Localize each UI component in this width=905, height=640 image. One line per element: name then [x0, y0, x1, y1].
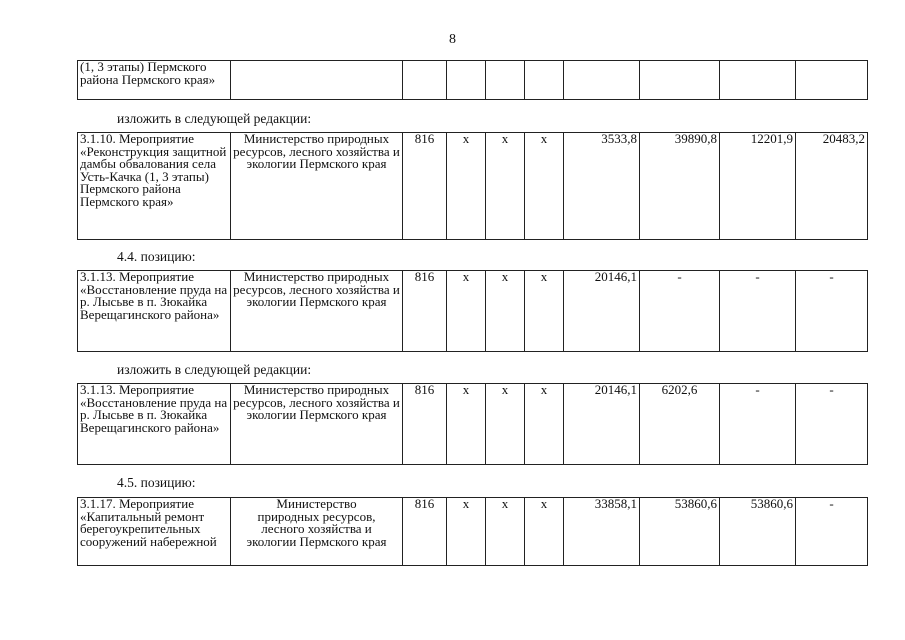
- cell-value-4: -: [796, 384, 868, 465]
- table-fragment-continuation: [77, 60, 868, 100]
- table-row: [78, 271, 868, 352]
- cell-executor: Министерство природных ресурсов, лесного хозяйства и экологии Пермского края: [231, 498, 403, 566]
- paragraph-position: 4.4. позицию:: [117, 249, 196, 264]
- cell-x1: х: [447, 271, 486, 352]
- cell-x1: х: [447, 384, 486, 465]
- cell-value-2: 53860,6: [640, 498, 720, 566]
- cell-measure-name: (1, 3 этапы) Пермского района Пермского края»: [78, 61, 231, 100]
- paragraph-instruction: изложить в следующей редакции:: [117, 111, 312, 126]
- cell-measure-name: 3.1.13. Мероприятие «Восстановление пруда на р. Лысьве в п. Зюкайка Верещагинского района»: [78, 384, 231, 465]
- table-measure-3-1-17: [77, 497, 868, 566]
- table-measure-3-1-13-new: [77, 383, 868, 465]
- cell-executor: [231, 61, 403, 100]
- cell-value-4: 20483,2: [796, 133, 868, 240]
- cell-x2: х: [486, 133, 525, 240]
- cell-x3: х: [525, 271, 564, 352]
- cell-x1: х: [447, 133, 486, 240]
- cell-value-3: -: [720, 384, 796, 465]
- cell-code: [403, 61, 447, 100]
- cell-x2: х: [486, 384, 525, 465]
- cell-x3: х: [525, 133, 564, 240]
- cell-code: 816: [403, 133, 447, 240]
- cell-measure-name: 3.1.10. Мероприятие «Реконструкция защитной дамбы обвалования села Усть-Качка (1, 3 этапы) Пермского района Пермского края»: [78, 133, 231, 240]
- cell-value-3: [720, 61, 796, 100]
- cell-x3: [525, 61, 564, 100]
- cell-value-1: 3533,8: [564, 133, 640, 240]
- cell-code: 816: [403, 271, 447, 352]
- cell-value-2: -: [640, 271, 720, 352]
- cell-value-2: 39890,8: [640, 133, 720, 240]
- cell-code: 816: [403, 384, 447, 465]
- cell-value-4: -: [796, 498, 868, 566]
- cell-value-2: [640, 61, 720, 100]
- cell-x3: х: [525, 498, 564, 566]
- cell-measure-name: 3.1.13. Мероприятие «Восстановление пруда на р. Лысьве в п. Зюкайка Верещагинского района»: [78, 271, 231, 352]
- cell-x2: х: [486, 271, 525, 352]
- cell-x2: [486, 61, 525, 100]
- cell-value-3: 12201,9: [720, 133, 796, 240]
- cell-value-1: 33858,1: [564, 498, 640, 566]
- cell-value-4: [796, 61, 868, 100]
- cell-value-1: [564, 61, 640, 100]
- cell-value-2: 6202,6: [640, 384, 720, 465]
- cell-value-1: 20146,1: [564, 271, 640, 352]
- cell-value-4: -: [796, 271, 868, 352]
- cell-executor: Министерство природных ресурсов, лесного хозяйства и экологии Пермского края: [231, 133, 403, 240]
- table-measure-3-1-13-old: [77, 270, 868, 352]
- cell-value-1: 20146,1: [564, 384, 640, 465]
- cell-executor: Министерство природных ресурсов, лесного хозяйства и экологии Пермского края: [231, 271, 403, 352]
- table-row: [78, 384, 868, 465]
- table-measure-3-1-10: [77, 132, 868, 240]
- cell-code: 816: [403, 498, 447, 566]
- paragraph-position: 4.5. позицию:: [117, 475, 196, 490]
- cell-x1: [447, 61, 486, 100]
- cell-x2: х: [486, 498, 525, 566]
- cell-executor: Министерство природных ресурсов, лесного хозяйства и экологии Пермского края: [231, 384, 403, 465]
- table-row: [78, 133, 868, 240]
- cell-value-3: 53860,6: [720, 498, 796, 566]
- table-row: [78, 498, 868, 566]
- cell-value-3: -: [720, 271, 796, 352]
- table-row: [78, 61, 868, 100]
- paragraph-instruction: изложить в следующей редакции:: [117, 362, 312, 377]
- cell-x1: х: [447, 498, 486, 566]
- page-number: 8: [449, 32, 456, 47]
- cell-x3: х: [525, 384, 564, 465]
- cell-measure-name: 3.1.17. Мероприятие «Капитальный ремонт берегоукрепительных сооружений набережной: [78, 498, 231, 566]
